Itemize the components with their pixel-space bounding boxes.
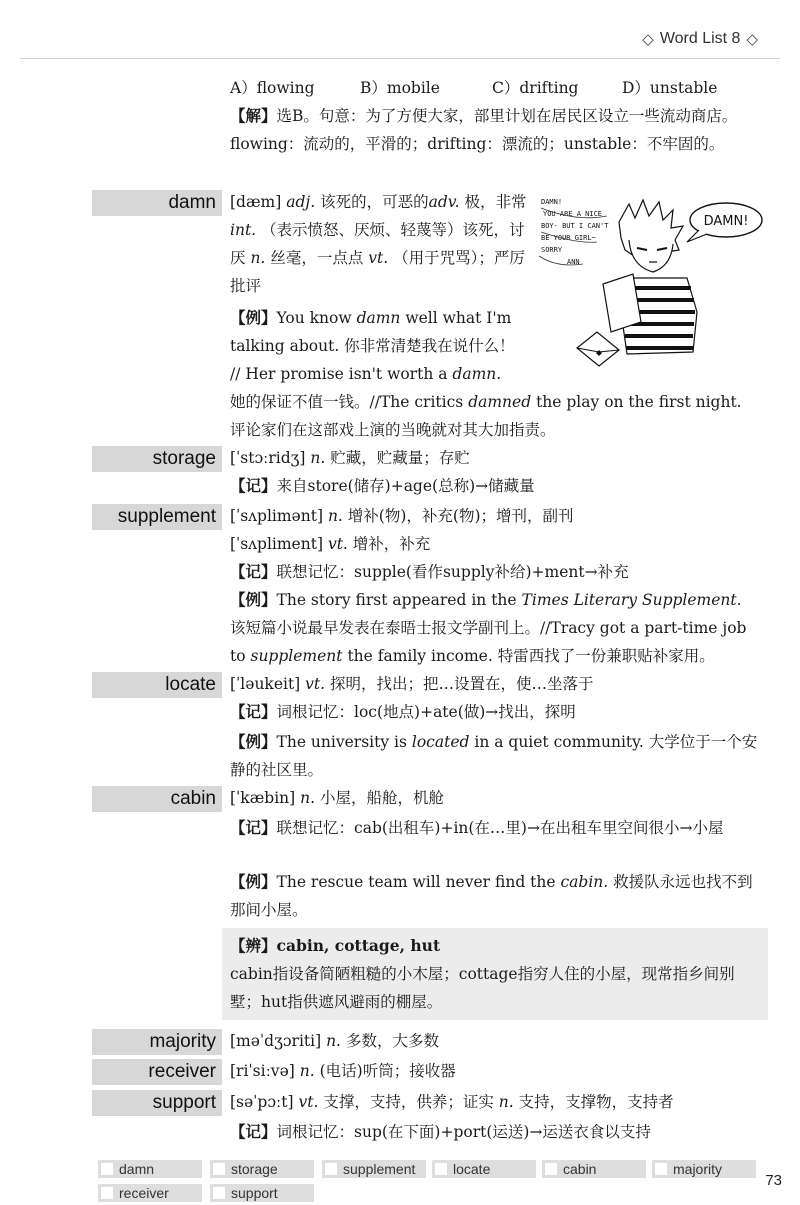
memory-tag: 【记】 [230,1122,277,1141]
definition: 增补(物)，补充(物)；增刊，副刊 [347,507,574,525]
entry-storage-memory [230,472,760,500]
pos: n. [327,507,343,525]
definition: 探明，找出；把…设置在，使…坐落于 [330,675,594,693]
note-line: DAMN! [541,198,563,206]
definition: (电话)听筒；接收器 [319,1062,456,1080]
example-text: You know [276,309,352,327]
example-italic: located [411,733,470,751]
entry-supplement-definition-2 [230,530,760,558]
memory-text: 词根记忆：loc(地点)+ate(做)→找出，探明 [276,703,576,721]
definition: 增补，补充 [352,535,431,553]
headword-majority: majority [92,1029,222,1055]
memory-text: 联想记忆：supple(看作supply补给)+ment→补充 [276,563,629,581]
answer-text: 选B。句意：为了方便大家，部里计划在居民区设立一些流动商店。flowing：流动的，平滑的；drifting：漂流的；unstable：不牢固的。 [230,107,738,153]
checklist-label: majority [673,1161,723,1177]
checkbox[interactable] [213,1163,225,1175]
checklist-item[interactable] [210,1160,314,1178]
diamond-icon: ◇ [746,31,758,48]
headword-damn: damn [92,190,222,216]
checklist-item[interactable] [322,1160,426,1178]
answer-explanation [230,102,760,158]
pos: int. [230,221,257,239]
entry-support-definition [230,1088,760,1116]
entry-supplement-memory [230,558,760,586]
definition: 贮藏，贮藏量；存贮 [330,449,470,467]
pos: n. [250,249,266,267]
pos: n. [310,449,326,467]
entry-receiver-definition [230,1057,760,1085]
pos: vt. [298,1093,319,1111]
example-tag: 【例】 [230,732,277,751]
pos: vt. [305,675,326,693]
word-checklist [98,1160,758,1204]
example-text: well what I'm talking about. 你非常清楚我在说什么！ // Her promise isn't worth a [230,309,515,383]
example-italic: Times Literary Supplement. [521,591,742,609]
pos: n. [300,789,316,807]
checkbox[interactable] [101,1163,113,1175]
example-italic: damn [356,309,401,327]
example-text: 该短篇小说最早发表在泰晤士报文学副刊上。//Tracy got a part-time job to [230,619,747,665]
checkbox[interactable] [655,1163,667,1175]
example-text: the family income. 特雷西找了一份兼职贴补家用。 [347,647,715,665]
diamond-icon: ◇ [642,31,654,48]
distinction-content [230,932,760,1016]
example-text: The university is [276,733,407,751]
checkbox[interactable] [435,1163,447,1175]
checklist-label: supplement [343,1161,416,1177]
checklist-label: locate [453,1161,491,1177]
pos: n. [299,1062,315,1080]
bubble-text: DAMN! [703,214,749,229]
page-header [642,30,758,48]
entry-majority-definition [230,1027,760,1055]
checklist-item[interactable] [432,1160,536,1178]
entry-damn-example-1 [230,304,530,388]
pos: vt. [368,249,389,267]
memory-tag: 【记】 [230,476,277,495]
checklist-label: storage [231,1161,278,1177]
entry-cabin-memory [230,814,760,842]
entry-damn-definition [230,188,530,300]
checklist-label: receiver [119,1185,169,1201]
definition: 小屋，船舱，机舱 [319,789,444,807]
example-text: The story first appeared in the [276,591,517,609]
checkbox[interactable] [213,1187,225,1199]
phonetic: [ˈsʌplimənt] [230,507,323,525]
answer-tag: 【解】 [230,106,277,125]
note-line: SORRY [541,246,563,254]
note-line: BOY- BUT I CAN'T [541,222,609,230]
header-divider [20,58,780,59]
definition: 支持，支撑物，支持者 [518,1093,674,1111]
definition: 丝毫，一点点 [270,249,364,267]
entry-supplement-definition-1 [230,502,760,530]
definition: 该死的，可恶的 [320,193,429,211]
checkbox[interactable] [101,1187,113,1199]
checklist-label: support [231,1185,278,1201]
phonetic: [riˈsiːvə] [230,1062,295,1080]
entry-support-memory [230,1118,760,1146]
checklist-label: cabin [563,1161,597,1177]
headword-locate: locate [92,672,222,698]
checkbox[interactable] [545,1163,557,1175]
checkbox[interactable] [325,1163,337,1175]
example-text: the play on the first night. 评论家们在这部戏上演的当晚就对其大加指责。 [230,393,742,439]
example-italic: damn. [452,365,502,383]
answer-options [230,74,760,102]
entry-locate-memory [230,698,760,726]
page-number: 73 [765,1172,782,1189]
note-line: YOU ARE A NICE [543,210,603,218]
option-d: D）unstable [622,79,718,97]
option-c: C）drifting [492,79,579,97]
entry-locate-definition [230,670,760,698]
distinction-tag: 【辨】 [230,936,277,955]
example-tag: 【例】 [230,872,277,891]
headword-support: support [92,1090,222,1116]
example-tag: 【例】 [230,308,277,327]
headword-supplement: supplement [92,504,222,530]
headword-storage: storage [92,446,222,472]
pos: n. [326,1032,341,1050]
pos: adv. [428,193,460,211]
example-italic: damned [468,393,532,411]
example-text: in a quiet community. 大学位于一个安静的社区里。 [230,733,758,779]
definition: 支撑，支持，供养；证实 [323,1093,494,1111]
memory-text: 来自store(储存)+age(总称)→储藏量 [276,477,535,495]
entry-storage-definition [230,444,760,472]
distinction-title: cabin, cottage, hut [276,936,441,955]
entry-locate-example [230,728,760,784]
memory-text: 联想记忆：cab(出租车)+in(在…里)→在出租车里空间很小→小屋 [276,819,724,837]
memory-tag: 【记】 [230,818,277,837]
note-line: BE YOUR GIRL~ [541,234,596,242]
entry-cabin-example [230,868,760,924]
checklist-item[interactable] [98,1160,202,1178]
distinction-text: cabin指设备简陋粗糙的小木屋；cottage指穷人住的小屋，现常指乡间别墅；hut指供遮风避雨的棚屋。 [230,965,735,1011]
example-italic: supplement [250,647,343,665]
phonetic: [ˈstɔːridʒ] [230,449,306,467]
example-text: The rescue team will never find the [276,873,556,891]
phonetic: [ˈkæbin] [230,789,296,807]
distinction-box [222,928,768,1020]
note-line: ANN [567,258,580,266]
phonetic: [ˈləukeit] [230,675,301,693]
header-title: Word List 8 [659,30,741,47]
phonetic: [səˈpɔːt] [230,1093,294,1111]
option-b: B）mobile [360,79,440,97]
pos: vt. [327,535,348,553]
entry-supplement-example [230,586,760,670]
distinction-heading [230,932,760,960]
memory-text: 词根记忆：sup(在下面)+port(运送)→运送衣食以支持 [276,1123,651,1141]
headword-receiver: receiver [92,1059,222,1085]
phonetic: [məˈdʒɔriti] [230,1032,322,1050]
entry-cabin-definition [230,784,760,812]
definition: （用于咒骂）；严厉批评 [230,249,525,295]
example-italic: cabin. [560,873,609,891]
memory-tag: 【记】 [230,562,277,581]
checklist-label: damn [119,1161,155,1177]
example-text: 她的保证不值一钱。//The critics [230,393,464,411]
example-text: 救援队永远也找不到那间小屋。 [230,873,753,919]
pos: adj. [286,193,316,211]
definition: 极，非常 [464,193,527,211]
checklist-item[interactable] [210,1184,314,1202]
memory-tag: 【记】 [230,702,277,721]
checklist-item[interactable] [542,1160,646,1178]
entry-damn-example-2 [230,388,760,444]
phonetic: [dæm] [230,193,282,211]
pos: n. [498,1093,514,1111]
damn-illustration [537,192,765,372]
option-a: A）flowing [230,79,315,97]
definition: 多数，大多数 [345,1032,439,1050]
checklist-item[interactable] [652,1160,756,1178]
checklist-item[interactable] [98,1184,202,1202]
phonetic: [ˈsʌpliment] [230,535,323,553]
headword-cabin: cabin [92,786,222,812]
definition: （表示愤怒、厌烦、轻蔑等）该死，讨厌 [230,221,525,267]
example-tag: 【例】 [230,590,277,609]
